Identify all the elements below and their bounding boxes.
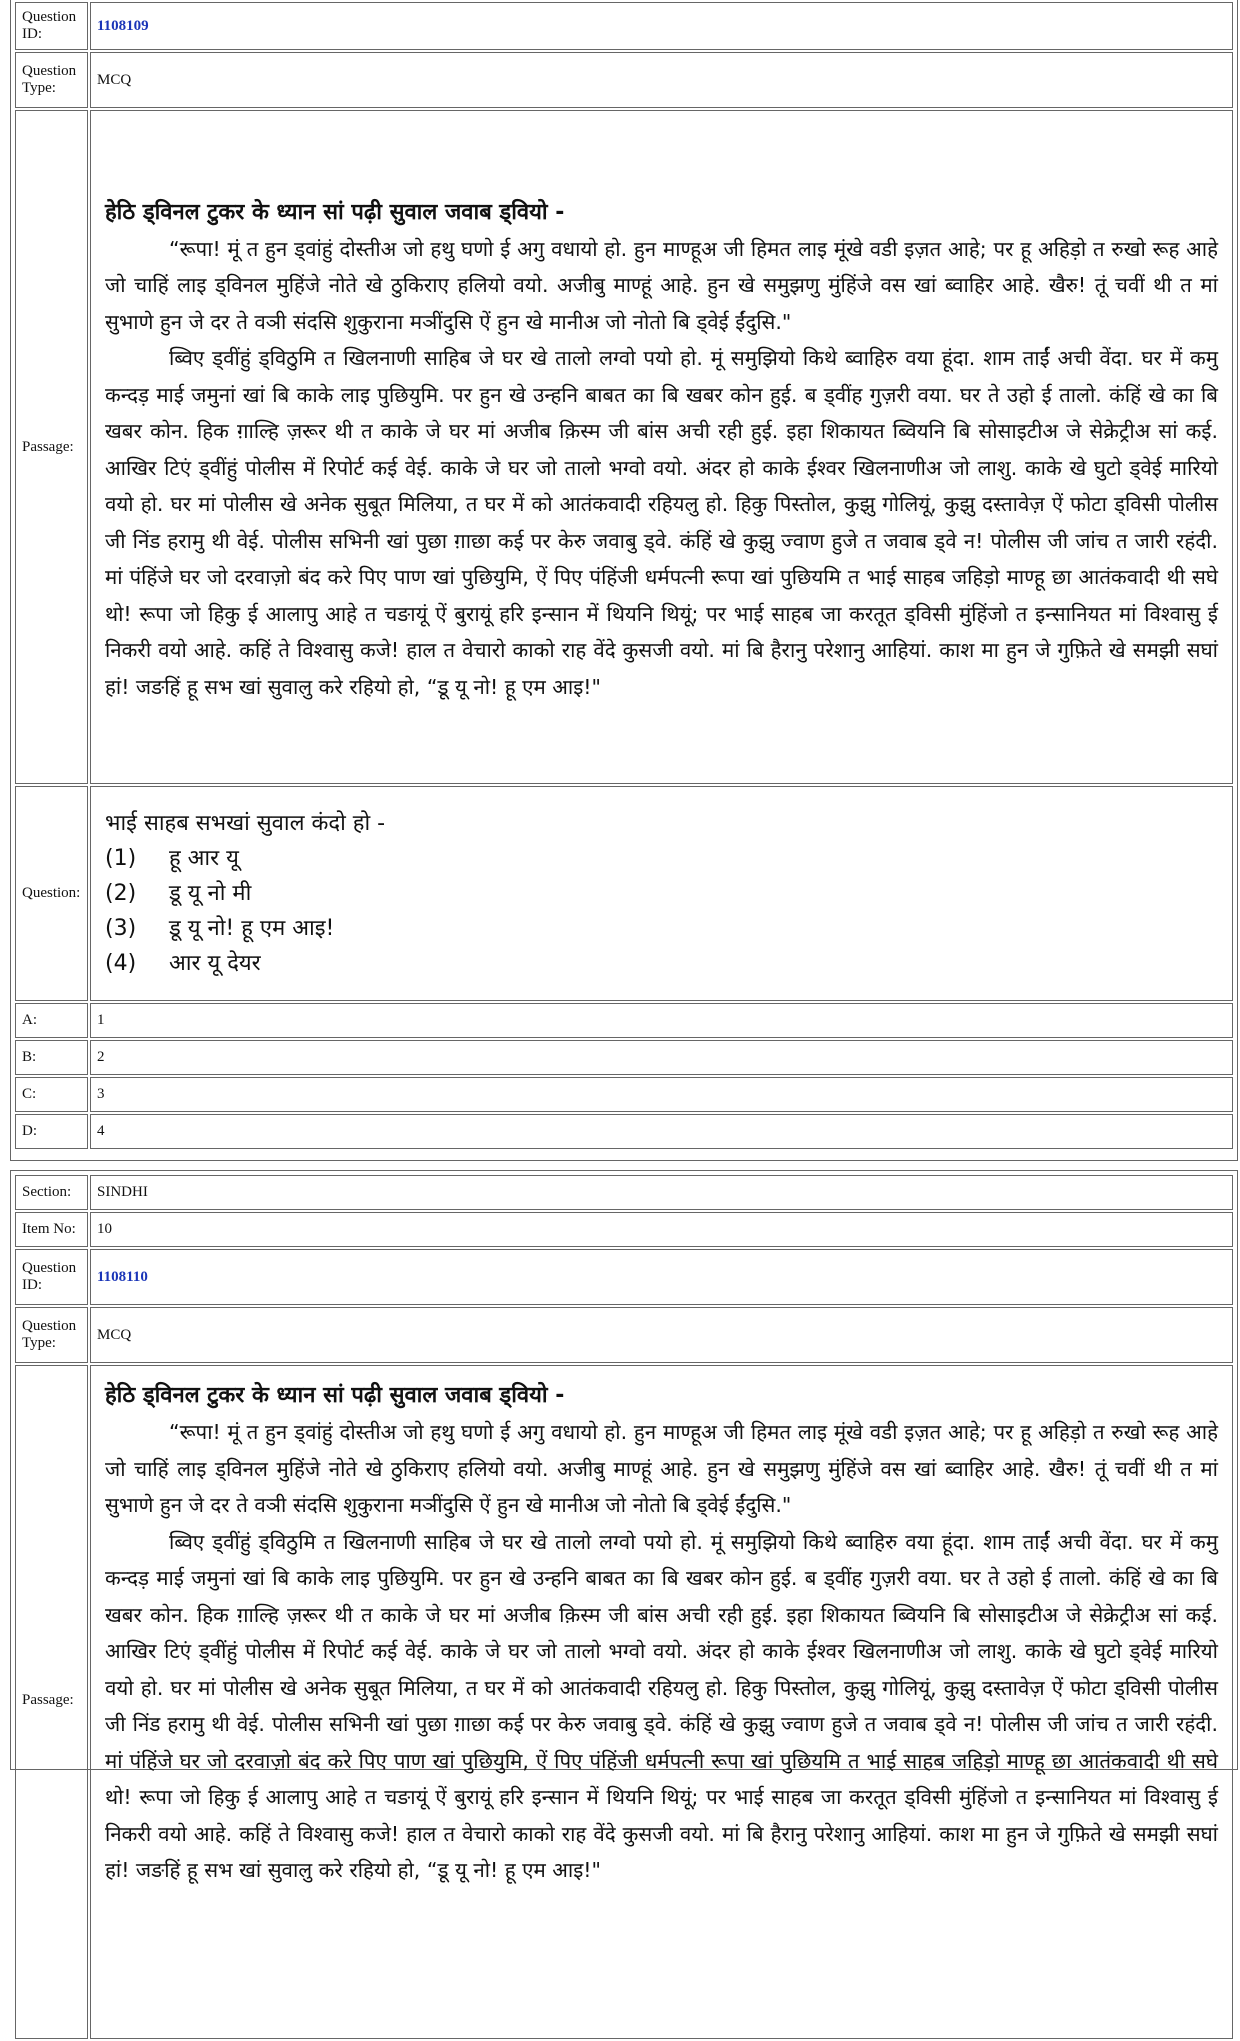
question-block-1108109 — [10, 0, 1238, 1161]
option-number: (4) — [105, 951, 137, 976]
question-content — [90, 786, 1233, 1001]
answer-row-b — [15, 1040, 1233, 1075]
question-id-row — [15, 1249, 1233, 1305]
answer-row-c — [15, 1077, 1233, 1112]
option-text: डू यू नो! हू एम आइ! — [169, 916, 335, 941]
option-3 — [105, 911, 1218, 946]
question-type-label: Question Type: — [15, 1307, 88, 1363]
passage-paragraph-2: ब्विए ड्वींहुं ड्विठुमि त खिलनाणी साहिब जे घर खे तालो लग्वो पयो हो. मूं समुझियो किथे ब्वाहिरु वया हूंदा. शाम ताईं अची वेंदा. घर में कमु कन्दड़ माई जमुनां खां बि काके लाइ पुछियुमि. पर हुन खे उन्हनि बाबत का बि खबर कोन हुई. ब ड्वींह गुज़री वया. घर ते उहो ई तालो. कंहिं खे का बि खबर कोन. हिक ग़ाल्हि ज़रूर थी त काके जे घर मां अजीब क़िस्म जी बांस अची रही हुई. इहा शिकायत ब्वियनि बि सोसाइटीअ जे सेक्रेट्रीअ सां कई. आखिर टिएं ड्वींहुं पोलीस में रिपोर्ट कई वेई. काके जे घर जो तालो भग्वो वयो. अंदर हो काके ईश्वर खिलनाणीअ जो लाशु. काके खे घुटो ड्वेई मारियो वयो हो. घर मां पोलीस खे अनेक सुबूत मिलिया, त घर में को आतंकवादी रहियलु हो. हिकु पिस्तोल, कुझु गोलियूं, कुझु दस्तावेज़ ऐं फोटा ड्विसी पोलीस जी निंड हरामु थी वेई. पोलीस सभिनी खां पुछा ग़ाछा कई पर केरु जवाबु ड्वे. कंहिं खे कुझु ज्वाण हुजे त जवाब ड्वे न! पोलीस जी जांच त जारी रहंदी. मां पंहिंजे घर जो दरवाज़ो बंद करे पिए पाण खां पुछियुमि, ऐं पिए पंहिंजी धर्मपत्नी रूपा खां पुछियमि त भाई साहब जहिड़ो माण्हू छा आतंकवादी थी सघे थो! रूपा जो हिकु ई आलापु आहे त चङायूं ऐं बुरायूं हरि इन्सान में थियनि थियूं; पर भाई साहब जा करतूत ड्विसी मुंहिंजो त इन्सानियत मां विश्वासु ई निकरी वयो आहे. कहिं ते विश्वासु कजे! हाल त वेचारो काको राह वेंदे कुसजी वयो. मां बि हैरानु परेशानु आहियां. काश मा हुन जे गुफ़िते खे समझी सघां हां! जङहिं हू सभ खां सुवालु करे रहियो हो, “डू यू नो! हू एम आइ!" — [105, 1529, 1218, 1882]
question-type-value: MCQ — [90, 52, 1233, 108]
question-type-row — [15, 52, 1233, 108]
option-text: डू यू नो मी — [169, 881, 252, 906]
passage-label: Passage: — [15, 1365, 88, 2039]
answer-row-a — [15, 1003, 1233, 1038]
question-id-value: 1108110 — [97, 1268, 148, 1285]
question-type-value: MCQ — [90, 1307, 1233, 1363]
option-1 — [105, 841, 1218, 876]
passage-paragraph-1: “रूपा! मूं त हुन ड्वांहुं दोस्तीअ जो हथु घणो ई अगु वधायो हो. हुन माण्हूअ जी हिमत लाइ मूंखे वडी इज़त आहे; पर हू अहिड़ो त रुखो रूह आहे जो चाहिं लाइ ड्विनल मुहिंजे नोते खे ठुकिराए हलियो वयो. अजीबु माण्हूं आहे. हुन खे समुझणु मुंहिंजे वस खां ब्वाहिर आहे. खैरु! तूं चवीं थी त मां सुभाणे हुन जे दर ते वञी संदसि शुकुराना मञींदुसि ऐं हुन खे मानीअ जो नोतो बि ड्वेई ईंदुसि." — [105, 1420, 1218, 1517]
passage-row — [15, 110, 1233, 784]
question-stem: भाई साहब सभखां सुवाल कंदो हो - — [105, 811, 386, 836]
passage-content — [90, 110, 1233, 784]
option-4 — [105, 946, 1218, 981]
option-text: आर यू देयर — [169, 951, 261, 976]
item-no-row — [15, 1212, 1233, 1247]
question-table — [13, 1173, 1235, 2041]
passage-paragraph-2: ब्विए ड्वींहुं ड्विठुमि त खिलनाणी साहिब जे घर खे तालो लग्वो पयो हो. मूं समुझियो किथे ब्वाहिरु वया हूंदा. शाम ताईं अची वेंदा. घर में कमु कन्दड़ माई जमुनां खां बि काके लाइ पुछियुमि. पर हुन खे उन्हनि बाबत का बि खबर कोन हुई. ब ड्वींह गुज़री वया. घर ते उहो ई तालो. कंहिं खे का बि खबर कोन. हिक ग़ाल्हि ज़रूर थी त काके जे घर मां अजीब क़िस्म जी बांस अची रही हुई. इहा शिकायत ब्वियनि बि सोसाइटीअ जे सेक्रेट्रीअ सां कई. आखिर टिएं ड्वींहुं पोलीस में रिपोर्ट कई वेई. काके जे घर जो तालो भग्वो वयो. अंदर हो काके ईश्वर खिलनाणीअ जो लाशु. काके खे घुटो ड्वेई मारियो वयो हो. घर मां पोलीस खे अनेक सुबूत मिलिया, त घर में को आतंकवादी रहियलु हो. हिकु पिस्तोल, कुझु गोलियूं, कुझु दस्तावेज़ ऐं फोटा ड्विसी पोलीस जी निंड हरामु थी वेई. पोलीस सभिनी खां पुछा ग़ाछा कई पर केरु जवाबु ड्वे. कंहिं खे कुझु ज्वाण हुजे त जवाब ड्वे न! पोलीस जी जांच त जारी रहंदी. मां पंहिंजे घर जो दरवाज़ो बंद करे पिए पाण खां पुछियुमि, ऐं पिए पंहिंजी धर्मपत्नी रूपा खां पुछियमि त भाई साहब जहिड़ो माण्हू छा आतंकवादी थी सघे थो! रूपा जो हिकु ई आलापु आहे त चङायूं ऐं बुरायूं हरि इन्सान में थियनि थियूं; पर भाई साहब जा करतूत ड्विसी मुंहिंजो त इन्सानियत मां विश्वासु ई निकरी वयो आहे. कहिं ते विश्वासु कजे! हाल त वेचारो काको राह वेंदे कुसजी वयो. मां बि हैरानु परेशानु आहियां. काश मा हुन जे गुफ़िते खे समझी सघां हां! जङहिं हू सभ खां सुवालु करे रहियो हो, “डू यू नो! हू एम आइ!" — [105, 346, 1218, 699]
passage-heading: हेठि ड्विनल टुकर के ध्यान सां पढ़ी सुवाल जवाब ड्वियो - — [105, 199, 565, 225]
item-no-value: 10 — [90, 1212, 1233, 1247]
answer-d-value: 4 — [90, 1114, 1233, 1149]
passage-heading: हेठि ड्विनल टुकर के ध्यान सां पढ़ी सुवाल जवाब ड्वियो - — [105, 1383, 565, 1408]
answer-c-label: C: — [15, 1077, 88, 1112]
question-id-row — [15, 2, 1233, 50]
answer-b-value: 2 — [90, 1040, 1233, 1075]
answer-a-value: 1 — [90, 1003, 1233, 1038]
section-value: SINDHI — [90, 1175, 1233, 1210]
option-number: (3) — [105, 916, 137, 941]
passage-paragraph-1: “रूपा! मूं त हुन ड्वांहुं दोस्तीअ जो हथु घणो ई अगु वधायो हो. हुन माण्हूअ जी हिमत लाइ मूंखे वडी इज़त आहे; पर हू अहिड़ो त रुखो रूह आहे जो चाहिं लाइ ड्विनल मुहिंजे नोते खे ठुकिराए हलियो वयो. अजीबु माण्हूं आहे. हुन खे समुझणु मुंहिंजे वस खां ब्वाहिर आहे. खैरु! तूं चवीं थी त मां सुभाणे हुन जे दर ते वञी संदसि शुकुराना मञींदुसि ऐं हुन खे मानीअ जो नोतो बि ड्वेई ईंदुसि." — [105, 236, 1218, 334]
question-id-value: 1108109 — [97, 17, 149, 34]
item-no-label: Item No: — [15, 1212, 88, 1247]
question-type-label: Question Type: — [15, 52, 88, 108]
question-id-label: Question ID: — [15, 2, 88, 50]
option-text: हू आर यू — [169, 846, 239, 871]
answer-row-d — [15, 1114, 1233, 1149]
question-block-1108110 — [10, 1170, 1238, 1882]
section-label: Section: — [15, 1175, 88, 1210]
option-number: (1) — [105, 846, 137, 871]
passage-label: Passage: — [15, 110, 88, 784]
question-type-row — [15, 1307, 1233, 1363]
answer-b-label: B: — [15, 1040, 88, 1075]
answer-a-label: A: — [15, 1003, 88, 1038]
passage-content — [90, 1365, 1233, 2039]
question-table — [13, 0, 1235, 1151]
answer-d-label: D: — [15, 1114, 88, 1149]
question-label: Question: — [15, 786, 88, 1001]
section-row — [15, 1175, 1233, 1210]
option-number: (2) — [105, 881, 137, 906]
passage-row — [15, 1365, 1233, 2039]
option-2 — [105, 876, 1218, 911]
question-row — [15, 786, 1233, 1001]
question-id-label: Question ID: — [15, 1249, 88, 1305]
answer-c-value: 3 — [90, 1077, 1233, 1112]
